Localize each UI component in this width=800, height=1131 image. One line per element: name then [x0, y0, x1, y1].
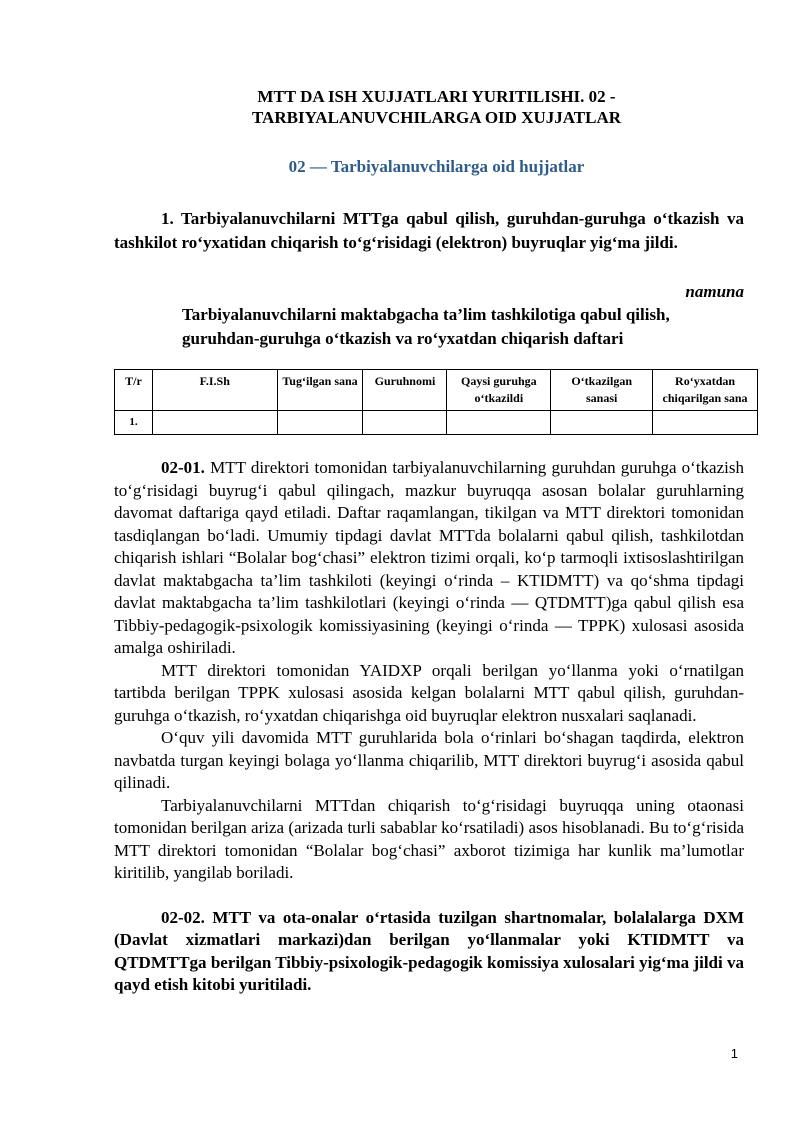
paragraph-3: O‘quv yili davomida MTT guruhlarida bola o‘rinlari bo‘shagan taqdirda, elektron navbatda turgan keyingi bolaga yo‘llanma chiqarilib, MTT direktori buyrug‘i asosida qabul qilinadi. — [114, 728, 744, 792]
table-cell — [277, 411, 363, 435]
table-row — [115, 411, 758, 435]
header-transferred-to: Qaysi guruhga o‘tkazildi — [447, 370, 551, 411]
header-group-name: Guruhnomi — [363, 370, 447, 411]
paragraph-02-01 — [114, 457, 744, 660]
paragraph-4: Tarbiyalanuvchilarni MTTdan chiqarish to‘g‘risidagi buyruqqa uning otaonasi tomonidan berilgan ariza (arizada turli sabablar ko‘rsatiladi) asos hisoblanadi. Bu to‘g‘risida MTT direktori tomonidan “Bolalar bog‘chasi” axborot tizimiga har kunlik ma’lumotlar kiritilib, yangilab boriladi. — [114, 795, 744, 882]
header-full-name: F.I.Sh — [152, 370, 277, 411]
register-title-line-2: guruhdan-guruhga o‘tkazish va ro‘yxatdan chiqarish daftari — [182, 329, 624, 348]
page-number: 1 — [730, 1046, 738, 1061]
paragraph-02-01-label: 02-01. — [161, 458, 205, 477]
document-page — [114, 86, 748, 997]
table-cell: 1. — [115, 411, 153, 435]
register-title-line-1: Tarbiyalanuvchilarni maktabgacha ta’lim tashkilotiga qabul qilish, — [182, 305, 670, 324]
table-cell — [363, 411, 447, 435]
register-title — [182, 303, 744, 351]
header-transfer-date: O‘tkazilgan sanasi — [551, 370, 653, 411]
section-1-heading: 1. Tarbiyalanuvchilarni MTTga qabul qilish, guruhdan-guruhga o‘tkazish va tashkilot ro‘yxatidan chiqarish to‘g‘risidagi (elektron) buyruqlar yig‘ma jildi. — [114, 209, 744, 252]
header-removal-date: Ro‘yxatdan chiqarilgan sana — [653, 370, 758, 411]
paragraph-02-01-text: MTT direktori tomonidan tarbiyalanuvchilarning guruhdan guruhga o‘tkazish to‘g‘risidagi buyrug‘i qabul qilingach, mazkur buyruqqa asosan bolalar guruhlarning davomat daftariga qayd etiladi. Daftar raqamlangan, tikilgan va MTT direktori tomonidan tasdiqlangan bo‘ladi. Umumiy tipdagi davlat MTTda bolalarni qabul qilish, tashkilotdan chiqarish ishlari “Bolalar bog‘chasi” elektron tizimi orqali, ko‘p tarmoqli ixtisoslashtirilgan davlat maktabgacha ta’lim tashkiloti (keyingi o‘rinda – KTIDMTT) va qo‘shma tipdagi davlat maktabgacha ta’lim tashkilotlari (keyingi o‘rinda — QTDMTT)ga qabul qilish esa Tibbiy-pedagogik-psixologik komissiyasining (keyingi o‘rinda — TPPK) xulosasi asosida amalga oshiriladi. — [114, 458, 744, 657]
title-line-2: TARBIYALANUVCHILARGA OID XUJJATLAR — [251, 108, 621, 127]
document-title — [114, 86, 744, 128]
sample-label: namuna — [685, 282, 744, 301]
table-cell — [152, 411, 277, 435]
section-02-02-heading: 02-02. MTT va ota-onalar o‘rtasida tuzilgan shartnomalar, bolalalarga DXM (Davlat xizmatlari markazi)dan berilgan yo‘llanmalar yoki KTIDMTT va QTDMTTga berilgan Tibbiy-psixologik-pedagogik komissiya xulosalari yig‘ma jildi va qayd etish kitobi yuritiladi. — [114, 907, 744, 994]
header-number: T/r — [115, 370, 153, 411]
title-line-1: MTT DA ISH XUJJATLARI YURITILISHI. 02 - — [257, 87, 616, 106]
table-cell — [551, 411, 653, 435]
table-header-row — [115, 370, 758, 411]
document-subtitle: 02 — Tarbiyalanuvchilarga oid hujjatlar — [288, 157, 585, 176]
header-birth-date: Tug‘ilgan sana — [277, 370, 363, 411]
register-table — [114, 369, 758, 435]
table-cell — [447, 411, 551, 435]
paragraph-2: MTT direktori tomonidan YAIDXP orqali berilgan yo‘llanma yoki o‘rnatilgan tartibda berilgan TPPK xulosasi asosida kelgan bolalarni MTT qabul qilish, guruhdan-guruhga o‘tkazish, ro‘yxatdan chiqarishga oid buyruqlar elektron nusxalari saqlanadi. — [114, 660, 744, 725]
table-cell — [653, 411, 758, 435]
